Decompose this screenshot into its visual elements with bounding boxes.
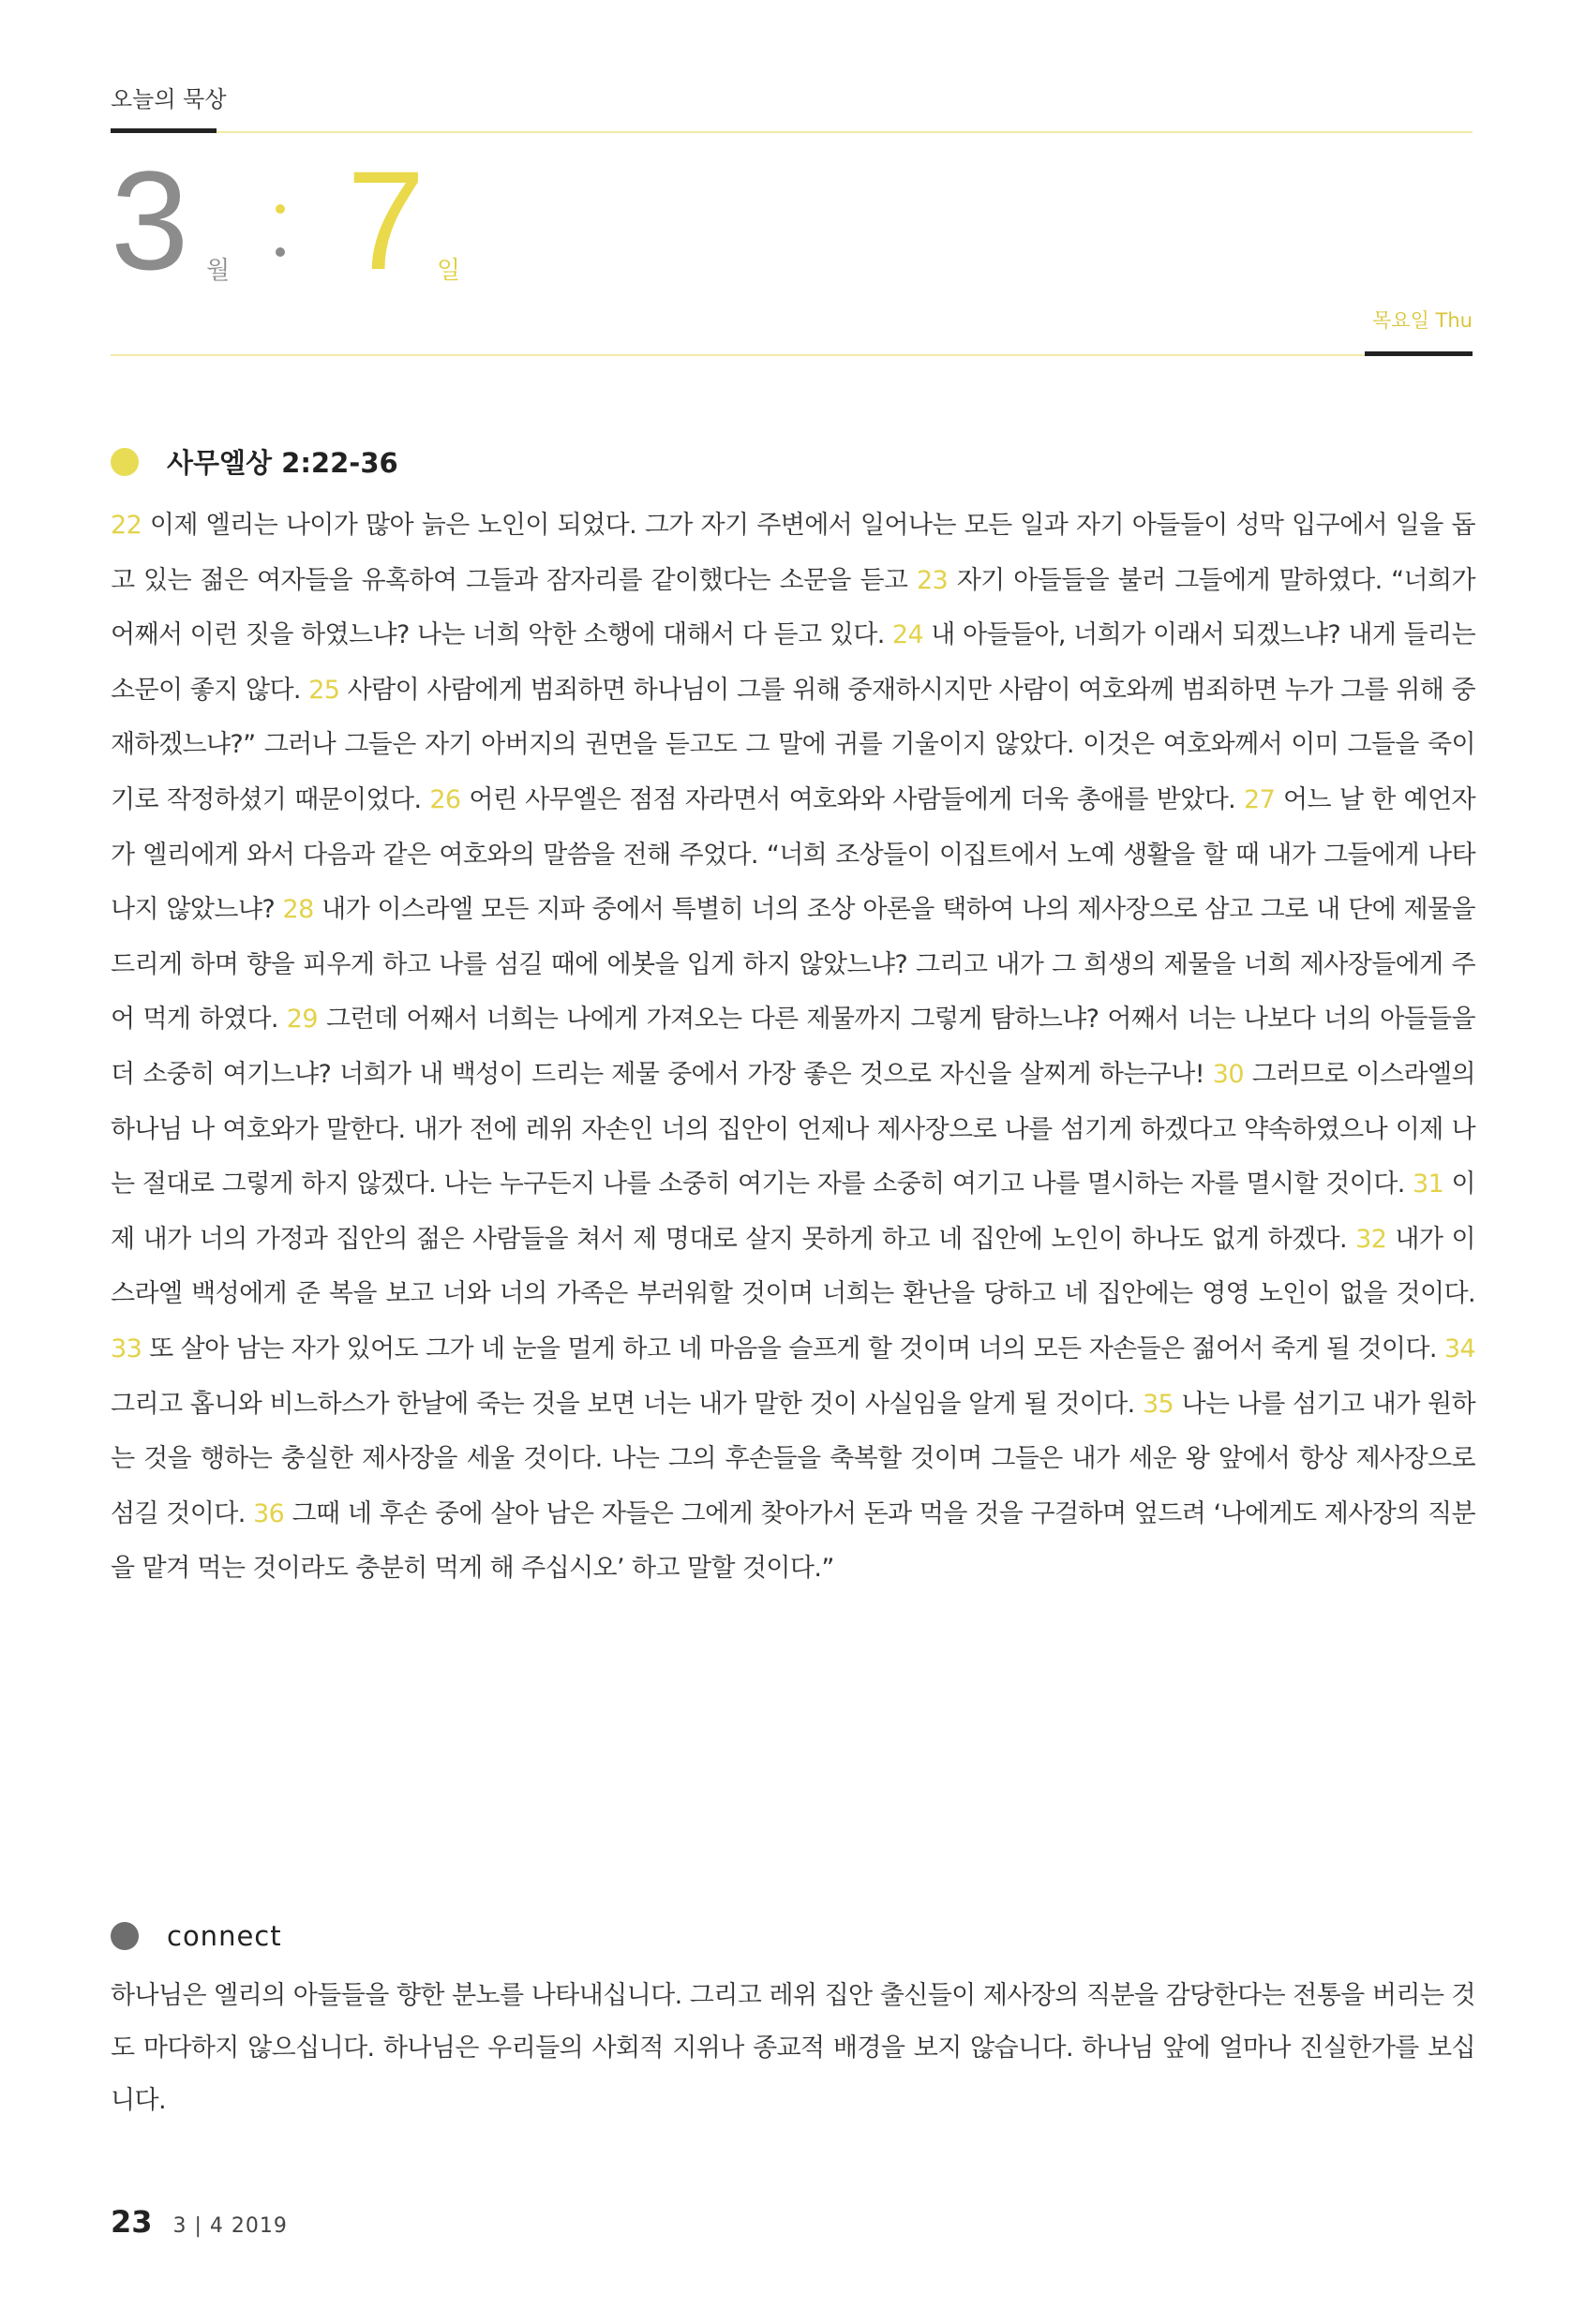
page-number: 23 (111, 2204, 153, 2240)
verse-number: 28 (282, 895, 314, 925)
verse-number: 22 (111, 511, 142, 540)
verse-number: 24 (891, 620, 924, 650)
verse-text: 자기 아들들을 불러 그들에게 말하였다. “너희가 어째서 이런 짓을 하였느냐? 나는 너희 악한 소행에 대해서 다 듣고 있다. (111, 565, 1475, 650)
verse-number: 36 (253, 1498, 285, 1528)
verse-text: 내가 이스라엘 백성에게 준 복을 보고 너와 너의 가족은 부러워할 것이며 너희는 환난을 당하고 네 집안에는 영영 노인이 없을 것이다. (111, 1224, 1475, 1309)
verse-text: 나는 나를 섬기고 내가 원하는 것을 행하는 충실한 제사장을 세울 것이다. 나는 그의 후손들을 축복할 것이며 그들은 내가 세운 왕 앞에서 항상 제사장으로 섬길 것이다. (111, 1389, 1475, 1528)
verse-number: 29 (286, 1005, 318, 1035)
verse-number: 25 (308, 675, 340, 705)
header-label: 오늘의 묵상 (111, 86, 227, 112)
verse-text: 내가 이스라엘 모든 지파 중에서 특별히 너의 조상 아론을 택하여 나의 제사장으로 삼고 그로 내 단에 제물을 드리게 하며 향을 피우게 하고 나를 섬길 때에 에봇을 입게 하지 않았느냐? 그리고 내가 그 희생의 제물을 너희 제사장들에게 주어 먹게 하였다. (111, 895, 1475, 1035)
bullet-dot-icon (111, 1922, 139, 1950)
top-divider (111, 131, 1473, 133)
date-day: 7 (347, 142, 426, 299)
date-day-unit: 일 (437, 257, 461, 285)
verse-text: 그때 네 후손 중에 살아 남은 자들은 그에게 찾아가서 돈과 먹을 것을 구걸하며 엎드려 ‘나에게도 제사장의 직분을 맡겨 먹는 것이라도 충분히 먹게 해 주십시오’ 하고 말할 것이다.” (111, 1498, 1475, 1584)
verse-number: 30 (1212, 1059, 1244, 1089)
mid-divider-accent (1365, 351, 1473, 356)
verse-text: 또 살아 남는 자가 있어도 그가 네 눈을 멀게 하고 네 마음을 슬프게 할 것이며 너의 모든 자손들은 젊어서 죽게 될 것이다. (142, 1333, 1444, 1363)
top-divider-accent (111, 128, 217, 133)
verse-number: 27 (1244, 784, 1276, 814)
verse-text: 사람이 사람에게 범죄하면 하나님이 그를 위해 중재하시지만 사람이 여호와께 범죄하면 누가 그를 위해 중재하겠느냐?” 그러나 그들은 자기 아버지의 권면을 듣고도 그 말에 귀를 기울이지 않았다. 이것은 여호와께서 이미 그들을 죽이기로 작정하셨기 때문이었다. (111, 675, 1475, 814)
verse-text: 그러므로 이스라엘의 하나님 나 여호와가 말한다. 내가 전에 레위 자손인 너의 집안이 언제나 제사장으로 나를 섬기게 하겠다고 약속하였으나 이제 나는 절대로 그렇게 하지 않겠다. 나는 누구든지 나를 소중히 여기는 자를 소중히 여기고 나를 멸시하는 자를 멸시할 것이다. (111, 1059, 1475, 1199)
connect-heading (111, 1920, 282, 1952)
verse-text: 어느 날 한 예언자가 엘리에게 와서 다음과 같은 여호와의 말씀을 전해 주었다. “너희 조상들이 이집트에서 노예 생활을 할 때 내가 그들에게 나타나지 않았느냐? (111, 784, 1475, 925)
verse-number: 34 (1443, 1333, 1475, 1363)
verse-number: 23 (916, 565, 949, 595)
verse-number: 32 (1355, 1224, 1387, 1254)
connect-title: connect (167, 1920, 282, 1952)
connect-text: 하나님은 엘리의 아들들을 향한 분노를 나타내십니다. 그리고 레위 집안 출신들이 제사장의 직분을 감당한다는 전통을 버리는 것도 마다하지 않으십니다. 하나님은 우리들의 사회적 지위나 종교적 배경을 보지 않습니다. 하나님 앞에 얼마나 진실한가를 보십니다. (111, 1981, 1475, 2115)
weekday: 목요일 Thu (1372, 309, 1473, 332)
date-month: 3 (111, 142, 189, 299)
verse-text: 그런데 어째서 너희는 나에게 가져오는 다른 제물까지 그렇게 탐하느냐? 어째서 너는 나보다 너의 아들들을 더 소중히 여기느냐? 너희가 내 백성이 드리는 제물 중에서 가장 좋은 것으로 자신을 살찌게 하는구나! (111, 1005, 1475, 1089)
verse-number: 31 (1413, 1169, 1444, 1199)
date-separator (276, 204, 285, 261)
verse-text: 이제 내가 너의 가정과 집안의 젊은 사람들을 쳐서 제 명대로 살지 못하게 하고 네 집안에 노인이 하나도 없게 하겠다. (111, 1169, 1475, 1254)
verse-number: 26 (429, 784, 461, 814)
verse-number: 35 (1142, 1389, 1174, 1419)
page-footer (111, 2204, 288, 2240)
verse-text: 내 아들들아, 너희가 이래서 되겠느냐? 내게 들리는 소문이 좋지 않다. (111, 620, 1476, 705)
bullet-dot-icon (111, 448, 139, 476)
scripture-heading (111, 442, 398, 481)
scripture-reference: 사무엘상 2:22-36 (167, 447, 398, 479)
verse-text: 이제 엘리는 나이가 많아 늙은 노인이 되었다. 그가 자기 주변에서 일어나는 모든 일과 자기 아들들이 성막 입구에서 일을 돕고 있는 젊은 여자들을 유혹하여 그들과 잠자리를 같이했다는 소문을 듣고 (111, 511, 1475, 595)
verse-number: 33 (111, 1333, 142, 1363)
date-month-unit: 월 (206, 257, 231, 285)
scripture-text (111, 499, 1475, 1597)
verse-text: 어린 사무엘은 점점 자라면서 여호와와 사람들에게 더욱 총애를 받았다. (460, 784, 1245, 814)
mid-divider (111, 354, 1473, 356)
verse-text: 그리고 홉니와 비느하스가 한날에 죽는 것을 보면 너는 내가 말한 것이 사실임을 알게 될 것이다. (111, 1389, 1143, 1419)
issue-date: 3 | 4 2019 (172, 2214, 288, 2238)
